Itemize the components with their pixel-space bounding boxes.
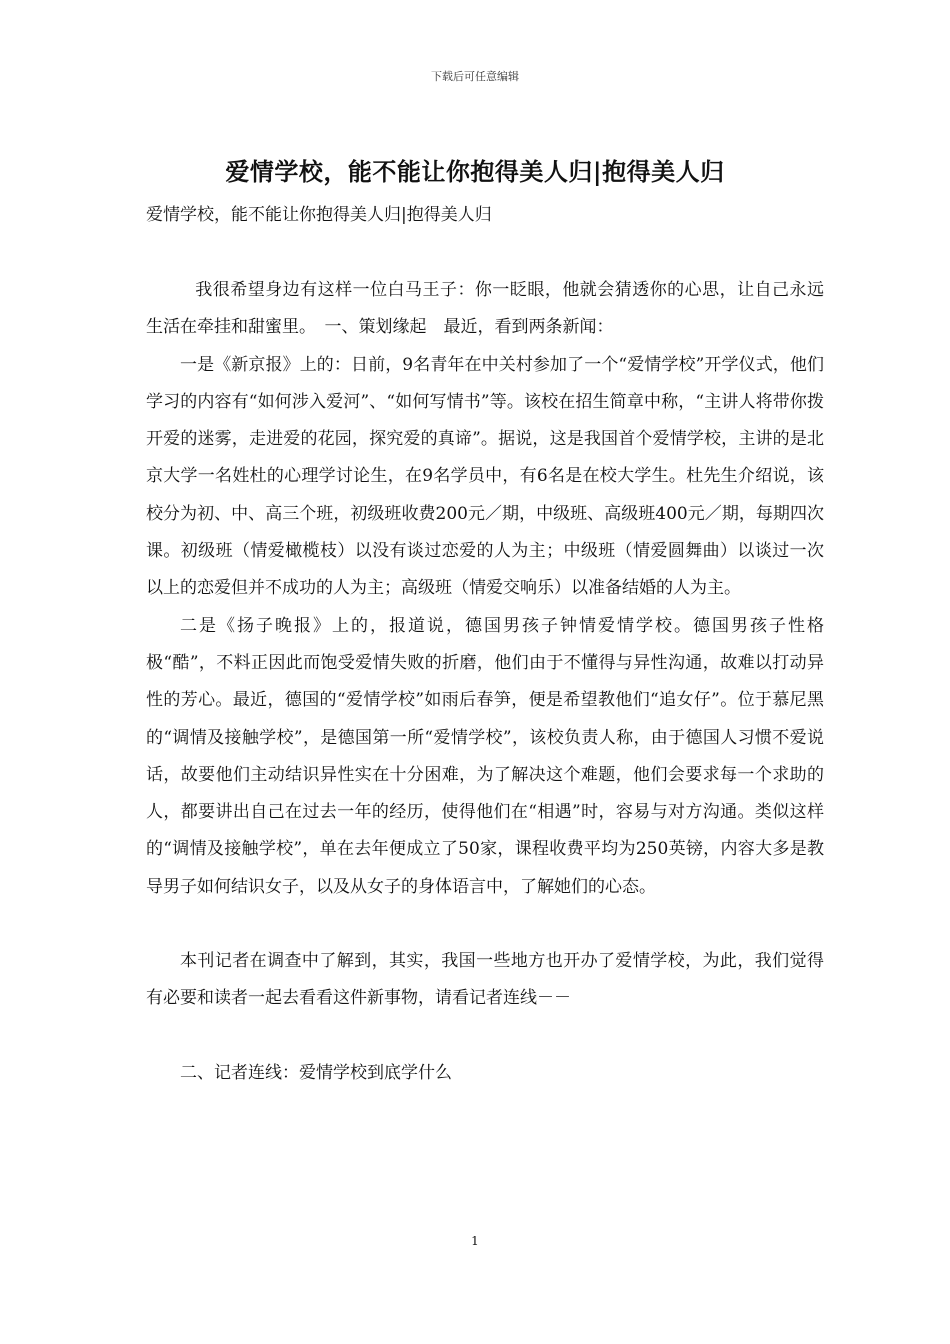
paragraph-news-one: 一是《新京报》上的：日前，9名青年在中关村参加了一个“爱情学校”开学仪式，他们学习的内容有“如何涉入爱河”、“如何写情书”等。该校在招生简章中称，“主讲人将带你拨开爱的迷雾，走进爱的花园，探究爱的真谛”。据说，这是我国首个爱情学校，主讲的是北京大学一名姓杜的心理学讨论生，在9名学员中，有6名是在校大学生。杜先生介绍说，该校分为初、中、高三个班，初级班收费200元／期，中级班、高级班400元／期，每期四次课。初级班（情爱橄榄枝）以没有谈过恋爱的人为主；中级班（情爱圆舞曲）以谈过一次以上的恋爱但并不成功的人为主；高级班（情爱交响乐）以准备结婚的人为主。 xyxy=(146,354,824,599)
page-number: 1 xyxy=(471,1234,479,1248)
header-note: 下载后可任意编辑 xyxy=(431,70,519,83)
document-subtitle: 爱情学校，能不能让你抱得美人归|抱得美人归 xyxy=(146,205,492,225)
body-text xyxy=(146,272,824,1092)
section-heading: 二、记者连线：爱情学校到底学什么 xyxy=(180,1062,452,1083)
document-title: 爱情学校，能不能让你抱得美人归|抱得美人归 xyxy=(225,157,725,186)
paragraph-reporter: 本刊记者在调查中了解到，其实，我国一些地方也开办了爱情学校，为此，我们觉得有必要和读者一起去看看这件新事物，请看记者连线－－ xyxy=(146,951,824,1009)
paragraph-news-two: 二是《扬子晚报》上的，报道说，德国男孩子钟情爱情学校。德国男孩子性格极“酷”，不料正因此而饱受爱情失败的折磨，他们由于不懂得与异性沟通，故难以打动异性的芳心。最近，德国的“爱情学校”如雨后春笋，便是希望教他们“追女仔”。位于慕尼黑的“调情及接触学校”，是德国第一所“爱情学校”，该校负责人称，由于德国人习惯不爱说话，故要他们主动结识异性实在十分困难，为了解决这个难题，他们会要求每一个求助的人，都要讲出自己在过去一年的经历，使得他们在“相遇”时，容易与对方沟通。类似这样的“调情及接触学校”，单在去年便成立了50家，课程收费平均为250英镑，内容大多是教导男子如何结识女子，以及从女子的身体语言中，了解她们的心态。 xyxy=(146,615,824,897)
paragraph-intro: 我很希望身边有这样一位白马王子：你一眨眼，他就会猜透你的心思，让自己永远生活在牵挂和甜蜜里。 一、策划缘起 最近，看到两条新闻： xyxy=(146,280,824,338)
